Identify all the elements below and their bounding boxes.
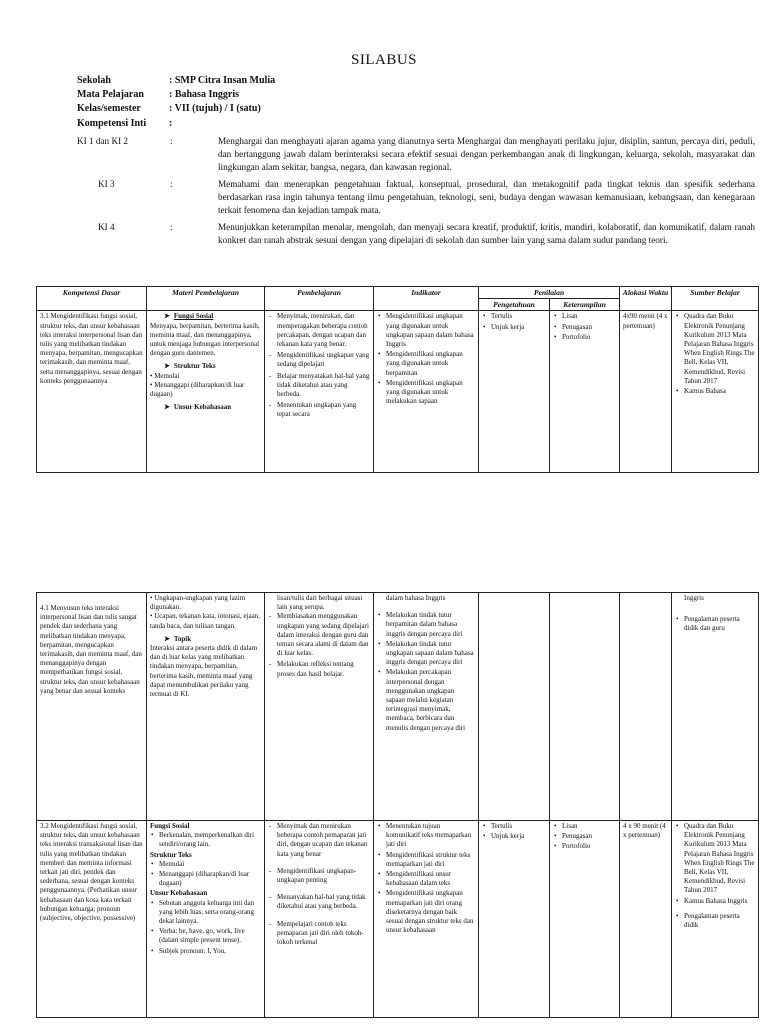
meta-value: : SMP Citra Insan Mulia	[169, 75, 276, 86]
list-item: • Unjuk kerja	[491, 323, 546, 332]
keterampilan-cell	[550, 311, 620, 473]
list-item: • Memulai	[159, 860, 261, 869]
silabus-table-2	[36, 592, 759, 1018]
indikator-cell	[374, 593, 479, 821]
silabus-table-1	[36, 286, 759, 473]
ki-label: KI 1 dan KI 2	[77, 136, 129, 146]
list-item: • Unjuk kerja	[491, 832, 546, 841]
list-item: • Kamus Bahasa	[684, 387, 755, 396]
continued-text: Inggris	[684, 594, 704, 602]
list-item: • Berkenalan, memperkenalkan diri sendiri/orang lain.	[159, 831, 261, 849]
header-pembelajaran: Pembelajaran	[265, 287, 374, 311]
list-item: • Kamus Bahasa Inggris	[684, 897, 755, 906]
ki-label: KI 3	[98, 179, 115, 189]
list-item: • Menentukan tujuan komunikatif teks memaparkan jati diri	[386, 822, 475, 850]
materi-heading: ➤ Unsur Kebahasaan	[164, 403, 232, 412]
materi-cell	[147, 311, 265, 473]
list-item: • Tertulis	[491, 822, 546, 831]
materi-heading: ➤ Struktur Teks	[164, 362, 216, 371]
sumber-cell	[672, 821, 759, 1018]
header-pengetahuan: Pengetahuan	[479, 299, 550, 311]
header-kompetensi-dasar: Kompetensi Dasar	[37, 287, 147, 311]
list-item: • Melakukan tindak tutur ungkapan sapaan dalam bahasa inggris dengan percaya diri	[386, 640, 475, 668]
pembelajaran-cell	[265, 821, 374, 1018]
ki-label: KI 4	[98, 222, 115, 232]
alokasi-cell	[620, 593, 672, 821]
list-item: • Sebutan anggota keluarga inti dan yang lebih luas, serta orang-orang dekat lainnya.	[159, 899, 261, 927]
pengetahuan-cell	[479, 593, 550, 821]
list-item: - Menyimak dan menirukan beberapa contoh pemaparan jati diri, dengan ucapan dan tekanan kata yang benar	[277, 822, 370, 859]
kd-cell: 3.1 Mengidentifikasi fungsi sosial, struktur teks, dan unsur kebahasaan teks interaksi interpersonal lisan dan tulis yang melibatkan tindakan menyapa, berpamitan, mengucapkan terimakasih, dan meminta maaf, serta menanggapinya, sesuai dengan konteks penggunaannya	[37, 311, 147, 473]
list-item: • Melakukan tindak tutur berpamitan dalam bahasa inggris dengan percaya diri	[386, 611, 475, 639]
list-item: - Mengidentifikasi ungkapan yang sedang dipelajari	[277, 351, 370, 369]
list-item: - Membiasakan menggunakan ungkapan yang sedang dipelajari dalam interaksi dengan guru dan teman secara alami di dalam dan di luar kelas.	[277, 612, 370, 658]
list-item: • Penugasan	[562, 832, 616, 841]
list-item: - Belajar menyatakan hal-hal yang tidak diketahui atau yang berbeda.	[277, 372, 370, 400]
pengetahuan-cell	[479, 311, 550, 473]
list-item: • Mengidentifikasi unsur kebahasaan dalam teks	[386, 870, 475, 888]
materi-heading: ➤ Topik	[164, 634, 192, 643]
list-item: • Pengalaman peserta didik	[684, 912, 755, 930]
list-item: - Menentukan ungkapan yang tepat secara	[277, 401, 370, 419]
continued-text: dalam bahasa Inggris	[386, 594, 446, 602]
table-row	[37, 593, 759, 821]
list-item: • Subjek pronoun: I, You,	[159, 947, 261, 956]
materi-item: • Menanggapi (diharapkan/di luar dugaan)	[150, 380, 245, 399]
materi-cell	[147, 593, 265, 821]
ki-text: Menunjukkan keterampilan menalar, mengolah, dan menyaji secara kreatif, produktif, kritis, mandiri, kolaboratif, dan komunikatif, dalam ranah konkret dan ranah abstrak sesuai dengan yang dipelajari di sekolah dan sumber lain yang sama dalam sudut pandang teori.	[218, 222, 755, 245]
list-item: • Penugasan	[562, 323, 616, 332]
materi-text: Interaksi antara peserta didik di dalam dan di luar kelas yang melibatkan tindakan menyapa, berpamitan, berterima kasih, meminta maaf yang dapat menumbuhkan perilaku yang termuat di KI.	[150, 644, 258, 699]
materi-item: • Ucapan, tekanan kata, intonasi, ejaan, tanda baca, dan tulisan tangan.	[150, 612, 260, 630]
header-materi: Materi Pembelajaran	[147, 287, 265, 311]
list-item: • Mengidentifikasi struktur teks memaparkan jati diri	[386, 851, 475, 869]
ki-text: Memahami dan menerapkan pengetahuan faktual, konseptual, prosedural, dan metakognitif pada tingkat teknis dan spesifik sederhana berdasarkan rasa ingin tahunya tentang ilmu pengetahuan, teknologi, seni, budaya dengan wawasan kemanusiaan, kebangsaan, dan kenegaraan terkait fenomena dan kejadian tampak mata.	[218, 179, 755, 215]
list-item: • Mengidentifikasi ungkapan yang digunakan untuk melakukan sapaan	[386, 379, 475, 407]
materi-heading: Unsur Kebahasaan	[150, 889, 208, 898]
list-item: - Mempelajari contoh teks pemaparan jati diri oleh tokoh-tokoh terkenal	[277, 920, 370, 948]
list-item: - Melakukan refleksi tentang proses dan hasil belajar.	[277, 660, 370, 678]
header-penilaian: Penilaian	[479, 287, 620, 299]
keterampilan-cell	[550, 593, 620, 821]
kd-cell: 4.1 Menyusun teks interaksi interpersonal lisan dan tulis sangat pendek dan sederhana yang melibatkan tindakan menyapa, berpamitan, mengucapkan terimakasih, dan meminta maaf, dan menanggapinya dengan memperhatikan fungsi sosial, struktur teks, dan unsur kebahasaan yang benar dan sesuai konteks	[37, 593, 147, 821]
list-item: - Mengidentifikasi ungkapan-ungkapan penting	[277, 867, 370, 885]
alokasi-cell: 4 x 90 menit (4 x pertemuan)	[620, 821, 672, 1018]
pengetahuan-cell	[479, 821, 550, 1018]
document-title: SILABUS	[350, 52, 417, 68]
header-indikator: Indikator	[374, 287, 479, 311]
continued-text: lisan/tulis dari berbagai situasi lain yang serupa.	[277, 594, 363, 612]
materi-heading: Fungsi Sosial	[150, 822, 190, 830]
arrow-icon: ➤	[164, 403, 170, 412]
header-alokasi: Alokasi Waktu	[620, 287, 672, 311]
header-sumber: Sumber Belajar	[672, 287, 759, 311]
materi-heading: ➤ Fungsi Sosial	[164, 312, 214, 321]
list-item: • Portofolio	[562, 333, 616, 342]
list-item: • Mengidentifikasi ungkapan yang digunakan untuk berpamitan	[386, 350, 475, 378]
materi-heading: Struktur Teks	[150, 850, 192, 859]
list-item: • Mengidentifikasi ungkapan yang digunakan untuk ungkapan sapaan dalam bahasa Inggris	[386, 312, 475, 349]
list-item: • Portofolio	[562, 842, 616, 851]
keterampilan-cell	[550, 821, 620, 1018]
sumber-cell	[672, 311, 759, 473]
meta-value: :	[169, 118, 173, 129]
arrow-icon: ➤	[164, 312, 170, 321]
header-keterampilan: Keterampilan	[550, 299, 620, 311]
list-item: • Lisan	[562, 822, 616, 831]
arrow-icon: ➤	[164, 362, 170, 371]
indikator-cell	[374, 821, 479, 1018]
materi-cell	[147, 821, 265, 1018]
kd-cell: 3.2 Mengidentifikasi fungsi sosial, struktur teks, dan unsur kebahasaan teks interaksi transaksional lisan dan tulis yang melibatkan tindakan memberi dan meminta informasi terkait jati diri, pendek dan sederhana, sesuai dengan konteks penggunaannya. (Perhatikan unsur kebahasaan dan kosa kata terkait hubungan keluarga; pronoun (subjective, objective, possessive)	[37, 821, 147, 1018]
arrow-icon: ➤	[164, 634, 170, 643]
list-item: • Quadra dan Buku Elektronik Penunjang Kurikulum 2013 Mata Pelajaran Bahasa Inggris When English Rings The Bell, Kelas VII, Kemendikbud, Revisi Tahun 2017	[684, 822, 755, 896]
alokasi-cell: 4x90 menit (4 x pertemuan)	[620, 311, 672, 473]
materi-text: Menyapa, berpamitan, berterima kasih, meminta maaf, dan menanggapinya, untuk menjaga hubungan interpersonal dengan guru dantemen.	[150, 321, 260, 358]
pembelajaran-cell	[265, 593, 374, 821]
materi-item: • Ungkapan-ungkapan yang lazim digunakan.	[150, 594, 246, 612]
ki-colon: :	[170, 136, 173, 146]
table-row	[37, 821, 759, 1018]
meta-key: Mata Pelajaran	[77, 89, 144, 100]
table-row	[37, 311, 759, 473]
meta-key: Sekolah	[77, 75, 111, 86]
list-item: - Menyimak, menirukan, dan memperagakan beberapa contoh percakapan, dengan ucapan dan tekanan kata yang benar.	[277, 312, 370, 349]
list-item: • Menanggapi (diharapkan/di luar dugaan)	[159, 870, 261, 888]
pembelajaran-cell	[265, 311, 374, 473]
list-item: • Quadra dan Buku Elektronik Penunjang Kurikulum 2013 Mata Pelajaran Bahasa Inggris When English Rings The Bell, Kelas VII, Kemendikbud, Revisi Tahun 2017	[684, 312, 755, 386]
sumber-cell	[672, 593, 759, 821]
materi-item: • Memulai	[150, 371, 180, 380]
indikator-cell	[374, 311, 479, 473]
list-item: • Lisan	[562, 312, 616, 321]
list-item: • Mengidentifikasi ungkapan memaparkan jati diri orang diseketarnya dengan baik sesuai dengan struktur teks dan unsur kebahasaan	[386, 889, 475, 935]
meta-key: Kompetensi Inti	[77, 118, 147, 129]
list-item: • Verba: be, have, go, work, live (dalam simple present tense).	[159, 927, 261, 945]
list-item: • Pengalaman peserta didik dan guru	[684, 615, 755, 633]
list-item: • Melakukan percakapan interpersonal dengan menggunakan ungkapan sapaan melalui kegiatan terintegrasi menyimak, membaca, berbicara dan menulis dengan percaya diri	[386, 668, 475, 732]
ki-text: Menghargai dan menghayati ajaran agama yang dianutnya serta Menghargai dan menghayati perilaku jujur, disiplin, santun, percaya diri, peduli, dan bertanggung jawab dalam berinteraksi secara efektif sesuai dengan perkembangan anak di lingkungan, keluarga, sekolah, masyarakat dan lingkungan alam sekitar, bangsa, negara, dan kawasan regional.	[218, 136, 755, 172]
ki-colon: :	[170, 222, 173, 232]
ki-colon: :	[170, 179, 173, 189]
list-item: - Menanyakan hal-hal yang tidak diketahui atau yang berbeda.	[277, 893, 370, 911]
meta-key: Kelas/semester	[77, 103, 141, 114]
meta-value: : VII (tujuh) / I (satu)	[169, 103, 261, 114]
list-item: • Tertulis	[491, 312, 546, 321]
meta-value: : Bahasa Inggris	[169, 89, 240, 100]
